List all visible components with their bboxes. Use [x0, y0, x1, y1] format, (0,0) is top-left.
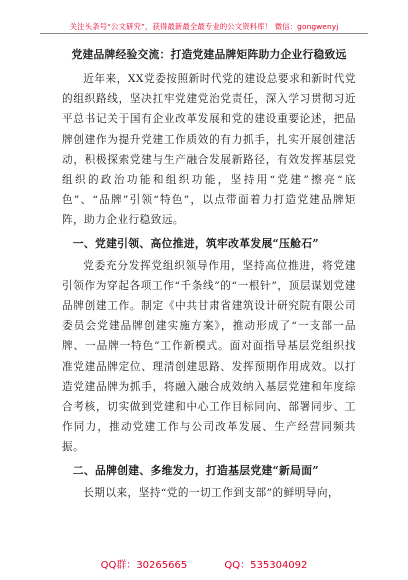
header-promo-text: 关注头条号“公文研究”，获得最新最全最专业的公文资料库！ 微信：gongwenyj	[69, 22, 339, 31]
header-divider	[40, 33, 368, 34]
document-title: 党建品牌经验交流：打造党建品牌矩阵助力企业行稳致远	[71, 48, 347, 61]
section-2-heading: 二、品牌创建、多维发力，打造基层党建“新局面”	[72, 463, 319, 477]
footer-qq-contact: QQ：535304092	[224, 560, 308, 571]
section-1-heading: 一、党建引领、高位推进，筑牢改革发展“压舱石”	[72, 236, 319, 250]
footer-qq-group: QQ群：30265665	[100, 560, 188, 571]
section-2-paragraph: 长期以来，坚持“党的一切工作到支部”的鲜明导向，	[83, 486, 340, 499]
document-body	[62, 43, 356, 503]
section-1-paragraph: 党委充分发挥党组织领导作用，坚持高位推进，将党建引领作为穿起各项工作“千条线”的“一根针”，顶层谋划党建品牌创建工作。制定《中共甘肃省建筑设计研究院有限公司委员会党建品牌创建实施方案》，推动形成了“一支部一品牌、一品牌一特色”工作新模式。面对面指导基层党组织找准党建品牌定位、理清创建思路、发挥预期作用成效。以打造党建品牌为抓手，将融入融合成效纳入基层党建和年度综合考核，切实做到党建和中心工作目标同向、部署同步、工作同力，推动党建工作与公司改革发展、生产经营同频共振。	[62, 259, 356, 454]
page-header	[0, 14, 408, 33]
intro-paragraph: 近年来，XX党委按照新时代党的建设总要求和新时代党的组织路线，坚决扛牢党建党治党责任，深入学习贯彻习近平总书记关于国有企业改革发展和党的建设重要论述，把品牌创建作为提升党建工作质效的有力抓手，扎实开展创建活动，积极探索党建与生产融合发展新路径，有效发挥基层党组织的政治功能和组织功能，坚持用“党建”擦亮“底色”、“品牌”引领“特色”，以点带面着力打造党建品牌矩阵，助力企业行稳致远。	[62, 73, 356, 227]
page-footer	[0, 556, 408, 571]
